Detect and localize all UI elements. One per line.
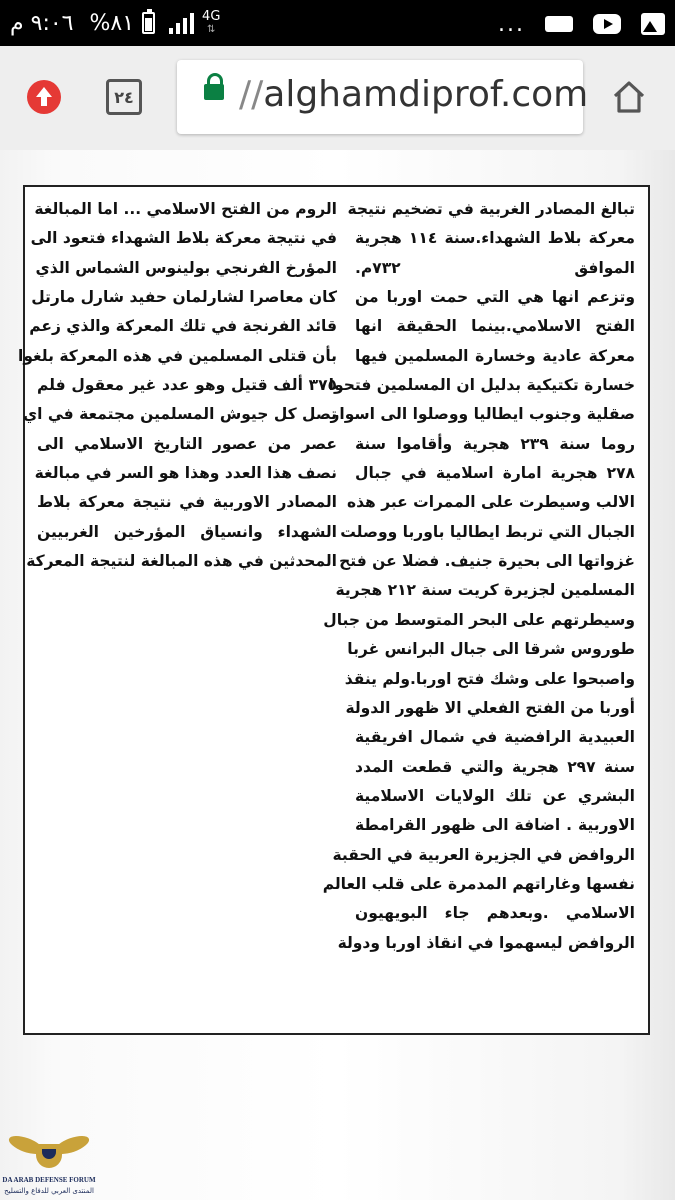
more-notifications-icon: ... xyxy=(498,11,525,37)
url-scheme: // xyxy=(239,74,264,115)
article-line: واصبحوا على وشك فتح اوربا.ولم ينقذ xyxy=(344,669,635,688)
article-line: الاسلامي .وبعدهم جاء البويهيون xyxy=(355,904,635,923)
battery-icon xyxy=(142,12,155,34)
article-line: غزواتها الى بحيرة جنيف. فضلا عن فتح xyxy=(339,552,635,571)
article-line: الجبال التي تربط ايطاليا باوربا ووصلت xyxy=(340,522,635,541)
article-line: سنة ٢٩٧ هجرية والتي قطعت المدد xyxy=(355,757,635,776)
article-line: في نتيجة معركة بلاط الشهداء فتعود الى xyxy=(30,229,337,248)
article-line: خسارة تكتيكية بدليل ان المسلمين فتحوا xyxy=(328,376,635,395)
article-line: معركة بلاط الشهداء.سنة ١١٤ هجرية xyxy=(355,229,635,248)
article-line: المؤرخ الفرنجي بولينوس الشماس الذي xyxy=(35,258,337,277)
article-line: روما سنة ٢٣٩ هجرية وأقاموا سنة xyxy=(355,434,635,453)
article-line: الالب وسيطرت على الممرات عبر هذه xyxy=(346,493,635,512)
article-line: تصل كل جيوش المسلمين مجتمعة في اي xyxy=(22,405,337,424)
lock-icon xyxy=(204,84,224,100)
article-line: أوربا من الفتح الفعلي الا ظهور الدولة xyxy=(345,698,635,717)
signal-icon xyxy=(169,12,194,34)
article-line: تبالغ المصادر الغربية في تضخيم نتيجة xyxy=(347,200,635,218)
network-type: 4G ⇅ xyxy=(202,9,221,35)
article-line: الشهداء وانسياق المؤرخين الغربيين xyxy=(37,522,337,541)
notification-bar-icon xyxy=(545,16,573,32)
article-line: ٣٧٥ ألف قتيل وهو عدد غير معقول فلم xyxy=(37,376,337,395)
article-line: الفتح الاسلامي.بينما الحقيقة انها xyxy=(355,317,635,336)
status-bar xyxy=(0,0,675,46)
page-content[interactable] xyxy=(0,150,675,1200)
article-line: قائد الفرنجة في تلك المعركة والذي زعم xyxy=(29,317,337,336)
status-right xyxy=(498,9,665,39)
logo-shield-icon xyxy=(36,1144,62,1168)
article-line: المسلمين لجزيرة كريت سنة ٢١٢ هجرية xyxy=(335,581,635,600)
tab-switcher-button[interactable]: ٢٤ xyxy=(106,79,142,115)
article-line: نصف هذا العدد وهذا هو السر في مبالغة xyxy=(34,464,337,483)
article-line: المصادر الاوربية في نتيجة معركة بلاط xyxy=(37,493,337,512)
youtube-icon xyxy=(593,14,621,34)
article-line: وسيطرتهم على البحر المتوسط من جبال xyxy=(323,610,635,629)
upload-icon[interactable] xyxy=(27,80,61,114)
article-line: الروافض ليسهموا في انقاذ اوربا ودولة xyxy=(337,933,635,952)
article-line: الموافق ٧٣٢م. xyxy=(355,258,635,277)
article-line: نفسها وغاراتهم المدمرة على قلب العالم xyxy=(322,874,635,893)
article-line: الاوربية . اضافة الى ظهور القرامطة xyxy=(355,816,635,835)
article-line: المحدثين في هذه المبالغة لنتيجة المعركة xyxy=(26,552,337,571)
article-line: الروافض في الجزيرة العربية في الحقبة xyxy=(332,845,635,864)
logo-subtitle: المنتدى العربي للدفاع والتسليح xyxy=(4,1187,94,1195)
address-bar[interactable] xyxy=(177,60,589,134)
status-left xyxy=(10,8,220,38)
article-line: صقلية وجنوب ايطاليا ووصلوا الى اسوار xyxy=(330,405,635,424)
article-line: البشري عن تلك الولايات الاسلامية xyxy=(355,786,635,805)
article-line: طوروس شرقا الى جبال البرانس غربا xyxy=(347,640,635,659)
battery-percent: %٨١ xyxy=(89,10,135,36)
article-line: وتزعم انها هي التي حمت اوربا من xyxy=(355,288,635,307)
article-line: الروم من الفتح الاسلامي ... اما المبالغة xyxy=(34,200,337,218)
article-line: كان معاصرا لشارلمان حفيد شارل مارتل xyxy=(31,288,337,307)
article-column-right xyxy=(322,195,635,958)
clock: ٩:٠٦ م xyxy=(10,10,74,36)
browser-toolbar xyxy=(0,46,675,150)
forum-logo xyxy=(2,1132,96,1198)
url-text[interactable] xyxy=(239,74,588,115)
logo-name: DA ARAB DEFENSE FORUM xyxy=(2,1176,96,1184)
url-host: alghamdiprof.com xyxy=(263,74,589,115)
home-icon[interactable] xyxy=(612,80,646,114)
article-frame xyxy=(18,185,650,1035)
article-line: العبيدية الرافضية في شمال افريقية xyxy=(355,728,635,747)
gallery-icon xyxy=(641,13,665,35)
article-line: عصر من عصور التاريخ الاسلامي الى xyxy=(37,434,337,453)
article-column-left xyxy=(18,195,337,576)
article-line: بأن قتلى المسلمين في هذه المعركة بلغوا xyxy=(18,346,337,365)
article-line: معركة عادية وخسارة المسلمين فيها xyxy=(355,346,635,365)
article-line: ٢٧٨ هجرية امارة اسلامية في جبال xyxy=(355,464,635,483)
